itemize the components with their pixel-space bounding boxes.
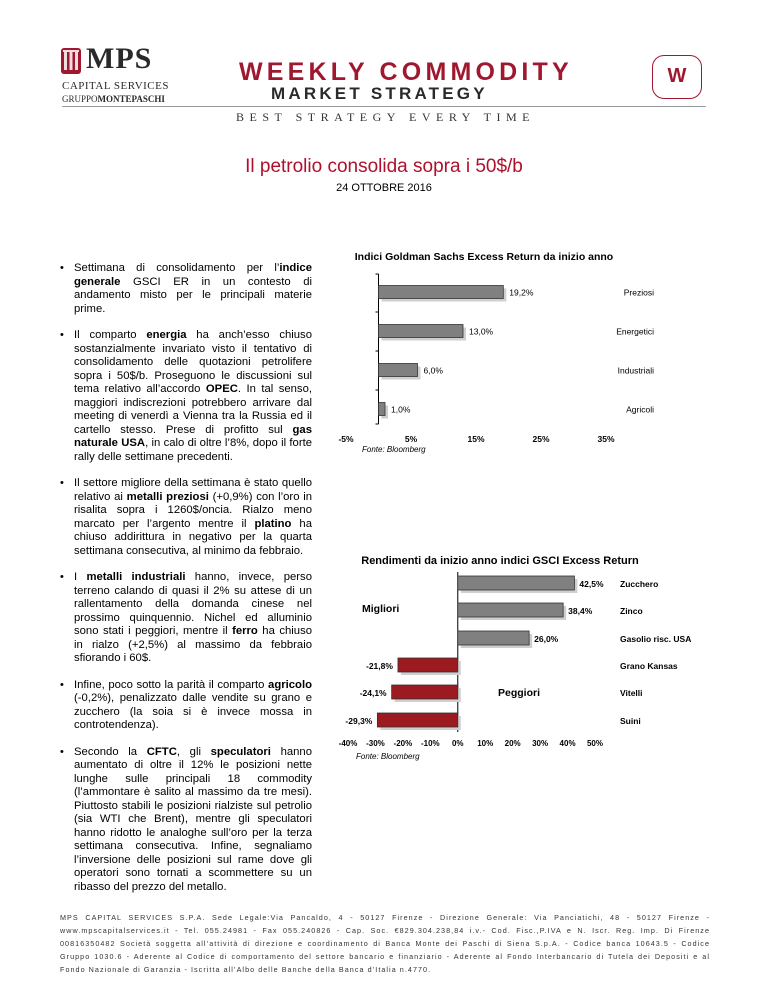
category-label: Grano Kansas <box>620 661 678 671</box>
bullet-text: , gli <box>176 745 211 758</box>
weekly-badge: W <box>652 55 702 99</box>
gs-excess-return-chart <box>336 244 666 459</box>
x-tick-label: -10% <box>420 739 440 748</box>
chart-source: Fonte: Bloomberg <box>362 445 426 454</box>
bullet-item <box>60 477 312 558</box>
category-label: Gasolio risc. USA <box>620 634 692 644</box>
data-label: 1,0% <box>391 404 411 415</box>
data-label: -29,3% <box>345 716 373 726</box>
bullet-item <box>60 329 312 464</box>
header-title: WEEKLY COMMODITY <box>239 58 573 86</box>
bullet-text: (-0,2%), penalizzato dalle vendite su grano e zucchero (la soia si è invece mossa in controtendenza). <box>74 692 312 731</box>
category-label: Agricoli <box>626 404 654 415</box>
bullet-text: ha anch’esso chiuso sostanzialmente invariato visto il tentativo di consolidamento delle quotazioni petrolifere sopra i 50$/b. Proseguono le discussioni sul tema relativo all’accordo <box>74 329 312 395</box>
commentary-bullets <box>60 262 312 907</box>
x-tick-label: 15% <box>467 434 485 444</box>
x-tick-label: 50% <box>586 739 604 748</box>
bar <box>379 364 418 377</box>
chart-title: Indici Goldman Sachs Excess Return da inizio anno <box>354 251 614 263</box>
bullet-text: ha chiuso in rialzo (+2,5%) al massimo da febbraio sfiorando i 60$. <box>74 625 312 664</box>
logo-gruppo-name: MONTEPASCHI <box>97 94 165 104</box>
x-tick-label: 25% <box>532 434 550 444</box>
data-label: 38,4% <box>568 606 593 616</box>
bullet-text: Secondo la <box>74 745 147 758</box>
bar <box>379 325 464 338</box>
mps-emblem-icon <box>60 46 82 76</box>
data-label: 42,5% <box>579 579 604 589</box>
bullet-text: Il settore migliore della settimana è stato quello relativo ai <box>74 477 312 503</box>
header-divider <box>62 106 706 107</box>
bar <box>458 603 563 617</box>
bullet-text: . In tal senso, maggiori indiscrezioni potrebbero arrivare dal meeting di venerdì a Vienna tra la Russia ed il cartello stesso. Prese di profitto sul <box>74 383 312 436</box>
category-label: Suini <box>620 716 641 726</box>
category-label: Preziosi <box>623 287 654 298</box>
data-label: 19,2% <box>509 287 534 298</box>
bar <box>458 631 529 645</box>
bar <box>458 576 575 590</box>
gsci-returns-chart <box>336 550 706 772</box>
logo-wordmark: MPS <box>86 42 153 75</box>
bullet-item <box>60 746 312 895</box>
data-label: 26,0% <box>534 634 559 644</box>
category-label: Industriali <box>617 365 654 376</box>
data-label: -24,1% <box>359 688 387 698</box>
bar <box>379 286 504 299</box>
chart-title: Rendimenti da inizio anno indici GSCI Excess Return <box>361 555 639 567</box>
logo-gruppo-prefix: GRUPPO <box>62 94 98 104</box>
header-tagline: BEST STRATEGY EVERY TIME <box>236 110 536 124</box>
x-tick-label: -5% <box>338 434 354 444</box>
bullet-text: Il comparto <box>74 329 147 341</box>
x-tick-label: -40% <box>338 739 358 748</box>
group-label-peggiori: Peggiori <box>498 687 541 699</box>
x-tick-label: -20% <box>393 739 413 748</box>
group-label-migliori: Migliori <box>362 603 400 615</box>
category-label: Energetici <box>616 326 654 337</box>
bullet-text: , in calo di oltre l’8%, dopo il forte rally delle settimane precedenti. <box>74 437 313 463</box>
bar <box>377 713 457 727</box>
x-tick-label: 5% <box>404 434 418 444</box>
bullet-emphasis: platino <box>254 517 292 530</box>
bullet-emphasis: agricolo <box>268 678 312 691</box>
x-tick-label: 30% <box>532 739 549 748</box>
data-label: -21,8% <box>366 661 393 671</box>
bullet-emphasis: speculatori <box>210 745 271 758</box>
bullet-text: GSCI ER in un contesto di andamento misto per le principali materie prime. <box>74 275 312 315</box>
category-label: Zucchero <box>620 579 659 589</box>
bullet-item <box>60 571 312 666</box>
x-tick-label: 10% <box>477 739 494 748</box>
bullet-emphasis: indice generale <box>74 262 312 288</box>
bullet-emphasis: gas naturale USA <box>74 423 312 449</box>
x-tick-label: 20% <box>504 739 521 748</box>
bullet-item <box>60 262 312 316</box>
category-label: Vitelli <box>620 688 643 698</box>
bullet-text: ha chiuso addirittura in negativo per la quarta settimana consecutiva, al minimo da febbraio. <box>74 517 312 557</box>
bullet-text: Infine, poco sotto la parità il comparto <box>74 678 269 691</box>
bullet-emphasis: metalli preziosi <box>126 490 209 503</box>
header-subtitle: MARKET STRATEGY <box>271 84 488 103</box>
x-tick-label: -30% <box>366 739 385 748</box>
bar <box>398 658 458 672</box>
chart-source: Fonte: Bloomberg <box>356 752 420 761</box>
bullet-emphasis: OPEC <box>205 383 238 395</box>
bullet-emphasis: metalli industriali <box>86 571 186 583</box>
data-label: 13,0% <box>469 326 494 337</box>
document-title: Il petrolio consolida sopra i 50$/b <box>245 156 523 177</box>
category-label: Zinco <box>620 606 643 616</box>
bullet-text: (+0,9%) con l’oro in risalita sopra i 1260$/oncia. Rialzo meno marcato per l’argento mentre il <box>74 490 312 530</box>
x-tick-label: 0% <box>451 739 464 748</box>
bar <box>379 403 386 416</box>
document-date: 24 OTTOBRE 2016 <box>336 182 432 194</box>
logo-capital-services: CAPITAL SERVICES <box>62 80 169 92</box>
bullet-emphasis: energia <box>146 329 187 341</box>
x-tick-label: 35% <box>597 434 615 444</box>
mps-logo <box>60 42 175 104</box>
bullet-text: hanno aumentato di oltre il 12% le posizioni nette lunghe sulle principali 18 commodity (l’ammontare è salito al massimo da tre mesi). Piuttosto stabili le posizioni rialziste sul petrolio (sia WTI che Brent), mentre gli speculatori hanno ridotto le analoghe sull’oro per la terza settimana consecutiva. Infine, segnaliamo l’inversione delle posizioni sul rame dove gli operatori sono tornati a scommettere su un ribasso del prezzo del metallo. <box>74 745 313 893</box>
bullet-emphasis: ferro <box>232 625 258 637</box>
bullet-text: hanno, invece, perso terreno calando di quasi il 2% su attese di un rallentamento della domanda cinese nel prossimo quinquennio. Nichel ed alluminio sono stati i peggiori, mentre il <box>74 571 312 637</box>
bar <box>392 685 458 699</box>
legal-footer: MPS CAPITAL SERVICES S.P.A. Sede Legale:Via Pancaldo, 4 - 50127 Firenze - Direzione Generale: Via Panciatichi, 48 - 50127 Firenze - www.mpscapitalservices.it - Tel. 055.24981 - Fax 055.240826 - Cap. Soc. €829.304.238,84 i.v.- Cod. Fisc.,P.IVA e N. Iscr. Reg. Imp. Di Firenze 00816350482 Società soggetta all’attività di direzione e coordinamento di Banca Monte dei Paschi di Siena S.p.A. - Codice banca 10643.5 - Codice Gruppo 1030.6 - Aderente al Codice di comportamento del settore bancario e finanziario - Aderente al Fondo Interbancario di Tutela dei Depositi e al Fondo Nazionale di Garanzia - Iscritta all’Albo delle Banche della Banca d’Italia n.4770. <box>60 913 710 974</box>
logo-gruppo <box>62 94 165 104</box>
bullet-text: I <box>74 571 87 583</box>
bullet-item <box>60 679 312 733</box>
data-label: 6,0% <box>423 365 443 376</box>
bullet-emphasis: CFTC <box>146 745 177 758</box>
x-tick-label: 40% <box>559 739 576 748</box>
bullet-text: Settimana di consolidamento per l’ <box>74 262 280 274</box>
